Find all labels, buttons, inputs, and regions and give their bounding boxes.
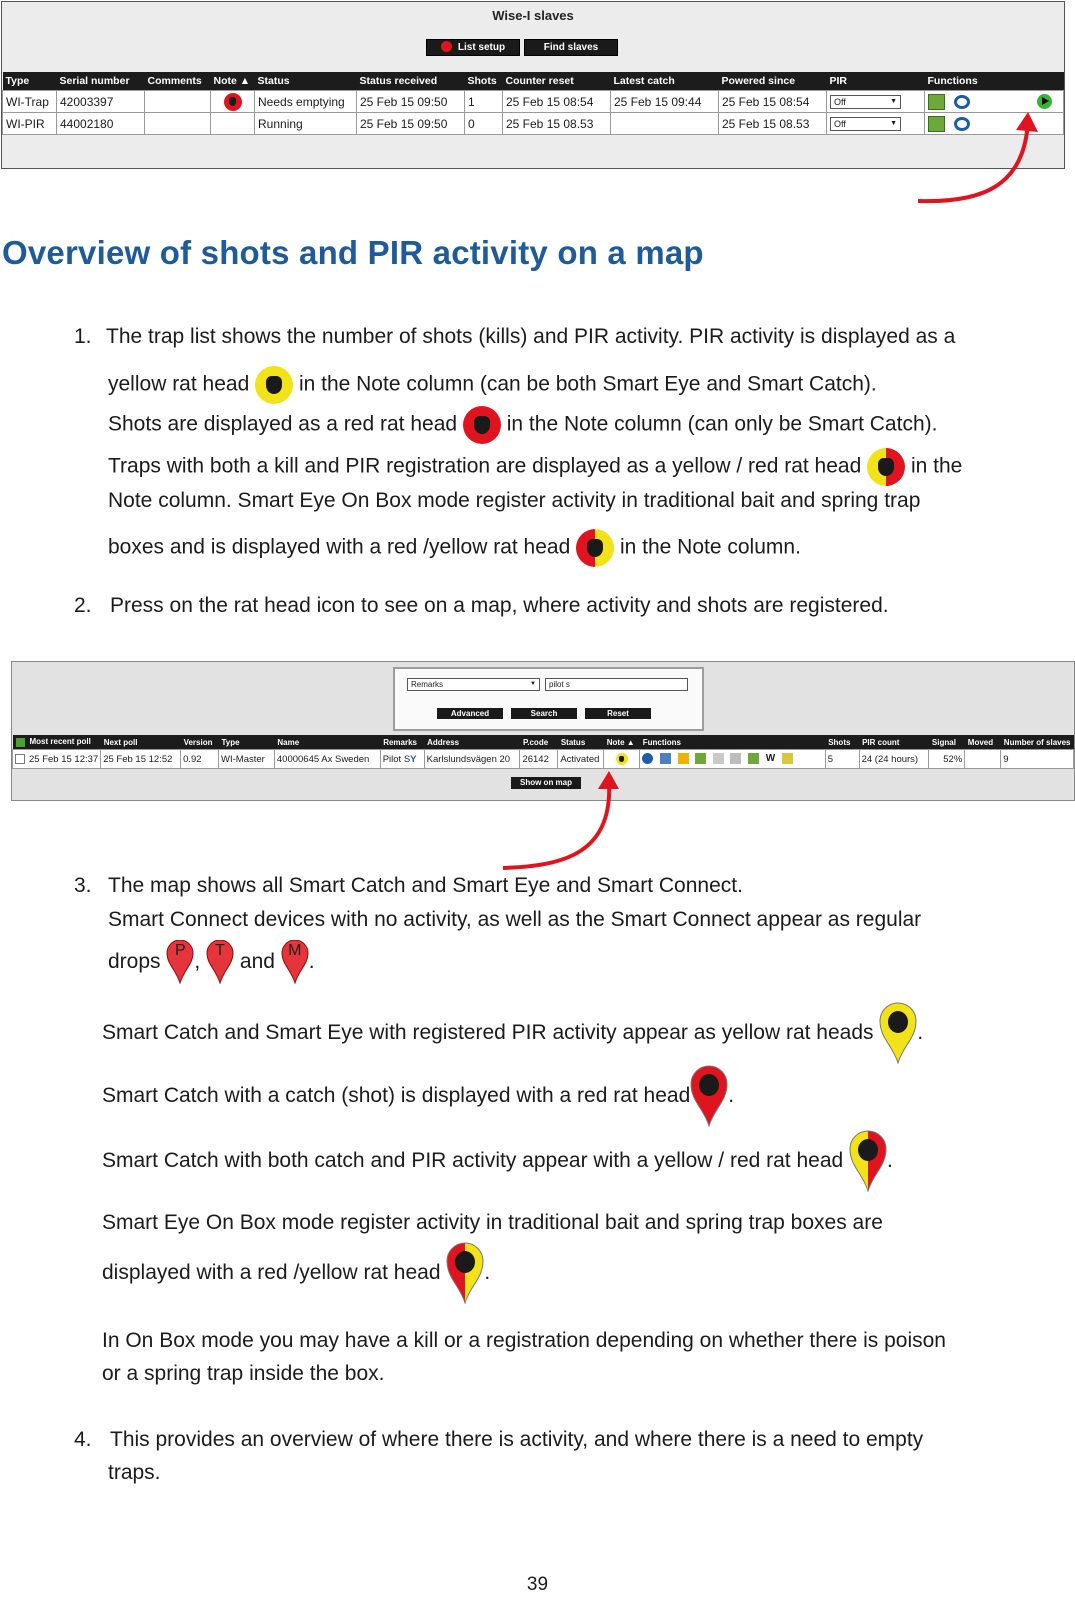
col-status[interactable]: Status — [255, 72, 357, 91]
col-shots[interactable]: Shots — [465, 72, 503, 91]
yellow-rat-head-icon[interactable] — [616, 753, 628, 765]
warning-icon[interactable] — [678, 753, 689, 764]
cell-latest-catch: 25 Feb 15 09:44 — [611, 91, 719, 113]
col-note[interactable]: Note ▲ — [211, 72, 255, 91]
item1-line4: Traps with both a kill and PIR registration are displayed as a yellow / red rat head in the — [108, 448, 962, 486]
edit-icon[interactable] — [695, 753, 706, 764]
red-yellow-rat-head-icon — [576, 529, 614, 567]
item3-para4b: displayed with a red /yellow rat head . — [102, 1242, 490, 1304]
master-table — [12, 735, 1074, 769]
chart-icon[interactable] — [730, 753, 741, 764]
cell-type: WI-PIR — [3, 113, 57, 135]
col-type[interactable]: Type — [219, 735, 275, 750]
advanced-button[interactable]: Advanced — [437, 708, 503, 719]
col-counter-reset[interactable]: Counter reset — [503, 72, 611, 91]
col-next-poll[interactable]: Next poll — [101, 735, 181, 750]
col-name[interactable]: Name — [274, 735, 380, 750]
item1-line5: Note column. Smart Eye On Box mode register activity in traditional bait and spring trap — [108, 489, 921, 512]
cell-type: WI-Master — [219, 750, 275, 769]
cell-signal: 52% — [929, 750, 965, 769]
cell-moved — [965, 750, 1001, 769]
drop-pin-t-icon — [206, 940, 234, 984]
cell-shots: 5 — [825, 750, 859, 769]
col-pir-count[interactable]: PIR count — [859, 735, 929, 750]
item1-line3: Shots are displayed as a red rat head in the Note column (can only be Smart Catch). — [108, 406, 937, 444]
cell-counter-reset: 25 Feb 15 08:54 — [503, 91, 611, 113]
export-icon[interactable] — [748, 753, 759, 764]
pointer-arrow-1 — [900, 108, 1050, 208]
cell-name: 40000645 Ax Sweden — [274, 750, 380, 769]
cell-pcode: 26142 — [520, 750, 558, 769]
table-header — [3, 72, 1064, 91]
col-pir[interactable]: PIR — [827, 72, 925, 91]
item3-line2: Smart Connect devices with no activity, as well as the Smart Connect appear as regular — [108, 908, 922, 931]
cell-powered-since: 25 Feb 15 08:54 — [719, 91, 827, 113]
pir-select[interactable]: Off ▼ — [830, 95, 901, 109]
pin-letter: T — [215, 942, 225, 959]
col-comments[interactable]: Comments — [145, 72, 211, 91]
cell-address: Karlslundsvägen 20 — [424, 750, 520, 769]
slaves-title: Wise-I slaves — [492, 8, 574, 23]
item3-para2: Smart Catch with a catch (shot) is displayed with a red rat head . — [102, 1065, 734, 1127]
red-rat-pin-icon — [690, 1065, 728, 1127]
antenna-icon: Y — [410, 753, 417, 765]
yellow-red-rat-pin-icon — [849, 1130, 887, 1192]
item3-para5b: or a spring trap inside the box. — [102, 1362, 385, 1385]
table-row[interactable] — [13, 750, 1074, 769]
row-checkbox[interactable] — [15, 754, 25, 764]
col-status-received[interactable]: Status received — [357, 72, 465, 91]
item2-line: 2. Press on the rat head icon to see on a map, where activity and shots are registered. — [74, 594, 889, 617]
col-functions[interactable]: Functions — [925, 72, 1064, 91]
pir-select[interactable]: Off ▼ — [830, 117, 901, 131]
cell-number-of-slaves: 9 — [1001, 750, 1074, 769]
col-recent-poll[interactable]: Most recent poll — [13, 735, 101, 750]
yellow-rat-pin-icon — [879, 1002, 917, 1064]
col-note[interactable]: Note ▲ — [604, 735, 640, 750]
item4-line1: 4. This provides an overview of where there is activity, and where there is a need to empty — [74, 1428, 924, 1451]
cell-status: Activated — [558, 750, 604, 769]
pin-letter: M — [288, 942, 302, 959]
item1-line6: boxes and is displayed with a red /yellow rat head in the Note column. — [108, 529, 801, 567]
info-icon[interactable] — [642, 753, 653, 764]
col-signal[interactable]: Signal — [929, 735, 965, 750]
red-rat-head-icon[interactable] — [224, 93, 242, 111]
show-on-map-button[interactable]: Show on map — [511, 777, 581, 789]
item3-para3: Smart Catch with both catch and PIR activity appear with a yellow / red rat head . — [102, 1130, 893, 1192]
red-yellow-rat-pin-icon — [446, 1242, 484, 1304]
cell-version: 0.92 — [181, 750, 219, 769]
col-moved[interactable]: Moved — [965, 735, 1001, 750]
cell-comments — [145, 91, 211, 113]
cell-powered-since: 25 Feb 15 08.53 — [719, 113, 827, 135]
cell-type: WI-Trap — [3, 91, 57, 113]
item1-line2: yellow rat head in the Note column (can be both Smart Eye and Smart Catch). — [108, 366, 877, 404]
item3-para4a: Smart Eye On Box mode register activity in traditional bait and spring trap boxes are — [102, 1211, 883, 1234]
drop-pin-m-icon — [281, 940, 309, 984]
cell-status-received: 25 Feb 15 09:50 — [357, 91, 465, 113]
cell-comments — [145, 113, 211, 135]
cell-recent-poll: 25 Feb 15 12:37 — [13, 750, 101, 769]
col-number-of-slaves[interactable]: Number of slaves — [1001, 735, 1074, 750]
find-slaves-button[interactable]: Find slaves — [524, 39, 618, 56]
cell-serial: 44002180 — [57, 113, 145, 135]
select-all-icon[interactable] — [16, 738, 25, 747]
cell-next-poll: 25 Feb 15 12:52 — [101, 750, 181, 769]
list-setup-button[interactable]: List setup — [426, 39, 520, 56]
pointer-arrow-2 — [495, 767, 635, 877]
table-header — [13, 735, 1074, 750]
record-icon — [441, 41, 452, 52]
col-remarks[interactable]: Remarks — [380, 735, 424, 750]
page-number: 39 — [526, 1574, 549, 1595]
view-icon[interactable] — [954, 95, 970, 109]
cell-functions — [640, 750, 825, 769]
note-icon[interactable] — [782, 753, 793, 764]
red-rat-head-icon — [463, 406, 501, 444]
search-button[interactable]: Search — [511, 708, 577, 719]
item3-line3: drops P , T and M . — [108, 940, 315, 984]
search-input[interactable]: pilot s — [545, 678, 688, 691]
item1-line1: 1. The trap list shows the number of shots (kills) and PIR activity. PIR activity is displayed as a — [74, 325, 956, 348]
cell-note — [604, 750, 640, 769]
wise-icon[interactable]: W — [765, 753, 776, 765]
col-status[interactable]: Status — [558, 735, 604, 750]
cell-status: Running — [255, 113, 357, 135]
pin-letter: P — [175, 942, 186, 959]
cell-note — [211, 113, 255, 135]
drop-pin-p-icon — [166, 940, 194, 984]
play-icon[interactable] — [1037, 94, 1052, 109]
cell-pir-count: 24 (24 hours) — [859, 750, 929, 769]
col-powered-since[interactable]: Powered since — [719, 72, 827, 91]
col-pcode[interactable]: P.code — [520, 735, 558, 750]
item3-para5a: In On Box mode you may have a kill or a registration depending on whether there is poison — [102, 1329, 946, 1352]
col-address[interactable]: Address — [424, 735, 520, 750]
cell-status-received: 25 Feb 15 09:50 — [357, 113, 465, 135]
section-heading: Overview of shots and PIR activity on a map — [2, 234, 704, 271]
cell-serial: 42003397 — [57, 91, 145, 113]
item4-line2: traps. — [108, 1461, 161, 1484]
col-shots[interactable]: Shots — [825, 735, 859, 750]
search-panel — [393, 667, 704, 731]
cell-status: Needs emptying — [255, 91, 357, 113]
settings-icon[interactable] — [713, 753, 724, 764]
cell-shots: 0 — [465, 113, 503, 135]
col-serial[interactable]: Serial number — [57, 72, 145, 91]
yellow-rat-head-icon — [255, 366, 293, 404]
item3-line1: 3. The map shows all Smart Catch and Smart Eye and Smart Connect. — [74, 874, 743, 897]
col-functions[interactable]: Functions — [640, 735, 825, 750]
yellow-red-rat-head-icon — [867, 448, 905, 486]
reset-button[interactable]: Reset — [585, 708, 651, 719]
col-version[interactable]: Version — [181, 735, 219, 750]
cell-shots: 1 — [465, 91, 503, 113]
col-latest-catch[interactable]: Latest catch — [611, 72, 719, 91]
cell-note — [211, 91, 255, 113]
col-type[interactable]: Type — [3, 72, 57, 91]
cell-counter-reset: 25 Feb 15 08.53 — [503, 113, 611, 135]
search-field-select[interactable]: Remarks ▼ — [407, 678, 540, 691]
cell-remarks: Pilot SY — [380, 750, 424, 769]
tools-icon[interactable] — [660, 753, 671, 764]
cell-latest-catch — [611, 113, 719, 135]
item3-para1: Smart Catch and Smart Eye with registered PIR activity appear as yellow rat heads . — [102, 1002, 923, 1064]
